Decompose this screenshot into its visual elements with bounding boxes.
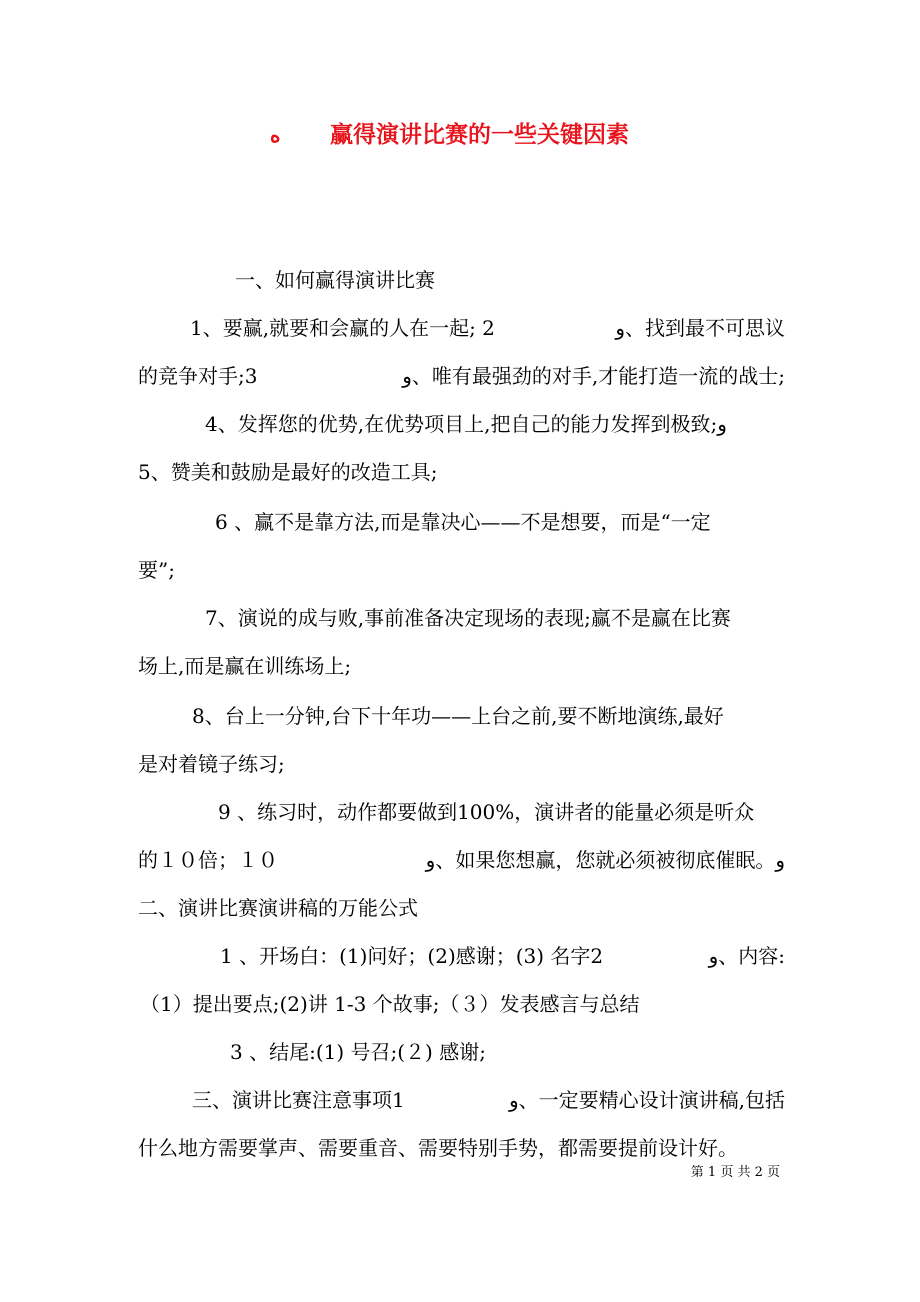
paragraph-line-right: و、唯有最强劲的对手,才能打造一流的战士; bbox=[402, 364, 785, 388]
paragraph-line: 8、台上一分钟,台下十年功——上台之前,要不断地演练,最好 bbox=[192, 704, 724, 728]
paragraph-line: 要”; bbox=[138, 558, 175, 582]
paragraph-line: 1 、开场白：(1)问好；(2)感谢；(3) 名字2 bbox=[220, 944, 604, 968]
paragraph-line-right: و、如果您想赢，您就必须被彻底催眠。و bbox=[425, 848, 785, 872]
paragraph-line: 1、要赢,就要和会赢的人在一起; 2 bbox=[190, 316, 495, 340]
page-number: 第 1 页 共 2 页 bbox=[690, 1165, 780, 1180]
paragraph-line: 7、演说的成与败,事前准备决定现场的表现;赢不是赢在比赛 bbox=[205, 606, 731, 630]
paragraph-line: 5、赞美和鼓励是最好的改造工具; bbox=[138, 460, 438, 484]
paragraph-line-right: و、一定要精心设计演讲稿,包括 bbox=[508, 1088, 785, 1112]
paragraph-line: 9 、练习时，动作都要做到100%，演讲者的能量必须是听众 bbox=[218, 800, 755, 824]
paragraph-line: 场上,而是赢在训练场上; bbox=[138, 654, 352, 678]
paragraph-line: 的竞争对手;3 bbox=[138, 364, 258, 388]
document-title: 赢得演讲比赛的一些关键因素 bbox=[330, 122, 629, 148]
paragraph-line: 什么地方需要掌声、需要重音、需要特别手势，都需要提前设计好。 bbox=[138, 1136, 738, 1160]
section-heading-2: 二、演讲比赛演讲稿的万能公式 bbox=[138, 896, 418, 920]
paragraph-line: 的１０倍；１０ bbox=[138, 848, 278, 872]
title-mark: ه bbox=[270, 123, 281, 147]
paragraph-line-right: و、内容: bbox=[708, 944, 785, 968]
section-heading-1: 一、如何赢得演讲比赛 bbox=[235, 268, 435, 292]
paragraph-line: 4、发挥您的优势,在优势项目上,把自己的能力发挥到极致;و bbox=[205, 412, 727, 436]
section-heading-3: 三、演讲比赛注意事项1 bbox=[192, 1088, 405, 1112]
paragraph-line: 是对着镜子练习; bbox=[138, 752, 285, 776]
paragraph-line-right: و、找到最不可思议 bbox=[615, 316, 785, 340]
paragraph-line: 3 、结尾:(1) 号召;(２) 感谢; bbox=[230, 1040, 486, 1064]
paragraph-line: 6 、赢不是靠方法,而是靠决心——不是想要，而是“一定 bbox=[215, 510, 711, 534]
paragraph-line: （1）提出要点;(2)讲 1-3 个故事;（３）发表感言与总结 bbox=[140, 992, 640, 1016]
